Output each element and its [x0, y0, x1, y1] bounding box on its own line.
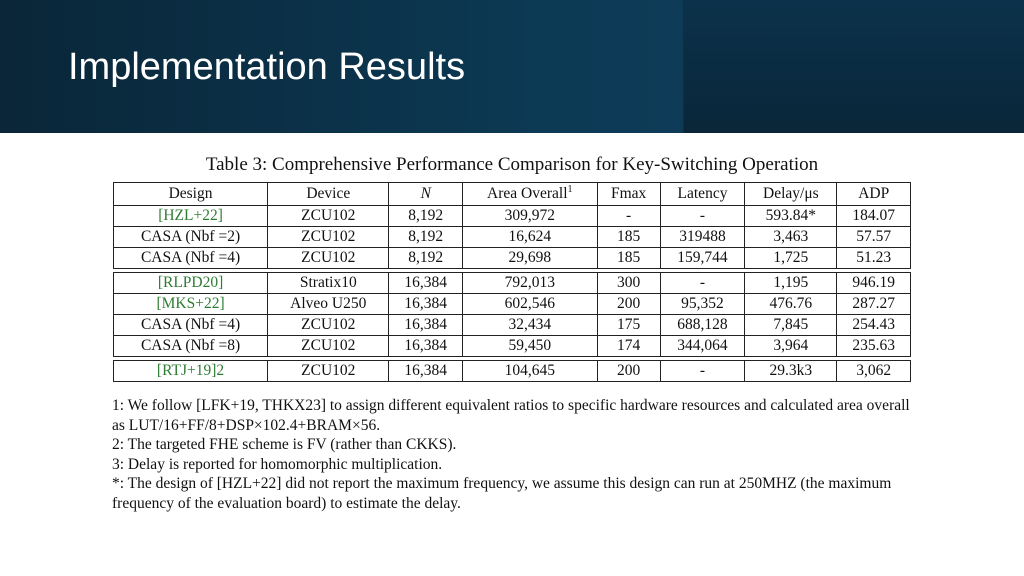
cell-n: 16,384: [389, 361, 463, 382]
cell-adp: 184.07: [837, 206, 911, 227]
cell-latency: 95,352: [660, 294, 745, 315]
cell-design[interactable]: [MKS+22]: [114, 294, 268, 315]
table-notes: [112, 396, 912, 513]
cell-design[interactable]: [RLPD20]: [114, 273, 268, 294]
cell-latency: -: [660, 206, 745, 227]
cell-design[interactable]: [HZL+22]: [114, 206, 268, 227]
cell-fmax: 174: [597, 336, 660, 357]
cell-area: 32,434: [463, 315, 598, 336]
cell-device: ZCU102: [268, 315, 389, 336]
cell-area: 602,546: [463, 294, 598, 315]
cell-area: 29,698: [463, 248, 598, 269]
header-design: Design: [114, 183, 268, 206]
table-row: [114, 315, 911, 336]
note-2: 2: The targeted FHE scheme is FV (rather than CKKS).: [112, 436, 457, 453]
table-row: [114, 294, 911, 315]
cell-n: 8,192: [389, 206, 463, 227]
cell-design[interactable]: [RTJ+19]2: [114, 361, 268, 382]
cell-fmax: 200: [597, 294, 660, 315]
cell-latency: -: [660, 361, 745, 382]
header-n: N: [389, 183, 463, 206]
cell-delay: 1,725: [745, 248, 837, 269]
note-star: *: The design of [HZL+22] did not report the maximum frequency, we assume this design can run at 250MHZ (the maximum frequency of the evaluation board) to estimate the delay.: [112, 475, 892, 512]
table-row: [114, 248, 911, 269]
table-body: [114, 206, 911, 382]
cell-device: ZCU102: [268, 206, 389, 227]
cell-design: CASA (Nbf =8): [114, 336, 268, 357]
table-caption: Table 3: Comprehensive Performance Comparison for Key-Switching Operation: [205, 154, 819, 175]
cell-area: 16,624: [463, 227, 598, 248]
cell-delay: 3,463: [745, 227, 837, 248]
cell-n: 16,384: [389, 336, 463, 357]
performance-table: [113, 182, 911, 382]
note-1: 1: We follow [LFK+19, THKX23] to assign different equivalent ratios to specific hardware resources and calculated area overall as LUT/16+FF/8+DSP×102.4+BRAM×56.: [112, 397, 910, 434]
cell-adp: 3,062: [837, 361, 911, 382]
header-area: Area Overall$^1$: [463, 183, 598, 206]
cell-adp: 287.27: [837, 294, 911, 315]
table-row: [114, 273, 911, 294]
table-row: [114, 336, 911, 357]
table-row: [114, 206, 911, 227]
cell-design: CASA (Nbf =4): [114, 315, 268, 336]
cell-adp: 254.43: [837, 315, 911, 336]
cell-delay: 1,195: [745, 273, 837, 294]
cell-device: ZCU102: [268, 248, 389, 269]
cell-device: Alveo U250: [268, 294, 389, 315]
cell-fmax: -: [597, 206, 660, 227]
table-row: [114, 361, 911, 382]
table-header-row: [114, 183, 911, 206]
slide-title: Implementation Results: [68, 46, 466, 88]
cell-area: 792,013: [463, 273, 598, 294]
cell-delay: 593.84*: [745, 206, 837, 227]
cell-adp: 51.23: [837, 248, 911, 269]
note-3: 3: Delay is reported for homomorphic multiplication.: [112, 455, 443, 473]
cell-area: 59,450: [463, 336, 598, 357]
cell-latency: 319488: [660, 227, 745, 248]
cell-device: ZCU102: [268, 336, 389, 357]
header-delay: Delay/μs: [745, 183, 837, 206]
header-fmax: Fmax: [597, 183, 660, 206]
header-accent-panel: [684, 0, 1024, 133]
cell-fmax: 200: [597, 361, 660, 382]
cell-n: 16,384: [389, 294, 463, 315]
cell-latency: 159,744: [660, 248, 745, 269]
cell-fmax: 300: [597, 273, 660, 294]
cell-adp: 57.57: [837, 227, 911, 248]
cell-n: 16,384: [389, 315, 463, 336]
cell-device: Stratix10: [268, 273, 389, 294]
cell-area: 309,972: [463, 206, 598, 227]
cell-design: CASA (Nbf =4): [114, 248, 268, 269]
header-latency: Latency: [660, 183, 745, 206]
cell-n: 8,192: [389, 227, 463, 248]
cell-adp: 235.63: [837, 336, 911, 357]
cell-delay: 3,964: [745, 336, 837, 357]
cell-fmax: 185: [597, 248, 660, 269]
cell-device: ZCU102: [268, 361, 389, 382]
header-device: Device: [268, 183, 389, 206]
header-adp: ADP: [837, 183, 911, 206]
cell-delay: 476.76: [745, 294, 837, 315]
cell-delay: 29.3k3: [745, 361, 837, 382]
cell-delay: 7,845: [745, 315, 837, 336]
cell-fmax: 175: [597, 315, 660, 336]
cell-latency: 688,128: [660, 315, 745, 336]
cell-latency: -: [660, 273, 745, 294]
cell-area: 104,645: [463, 361, 598, 382]
cell-device: ZCU102: [268, 227, 389, 248]
cell-design: CASA (Nbf =2): [114, 227, 268, 248]
cell-n: 8,192: [389, 248, 463, 269]
cell-n: 16,384: [389, 273, 463, 294]
cell-fmax: 185: [597, 227, 660, 248]
table-row: [114, 227, 911, 248]
cell-latency: 344,064: [660, 336, 745, 357]
cell-adp: 946.19: [837, 273, 911, 294]
